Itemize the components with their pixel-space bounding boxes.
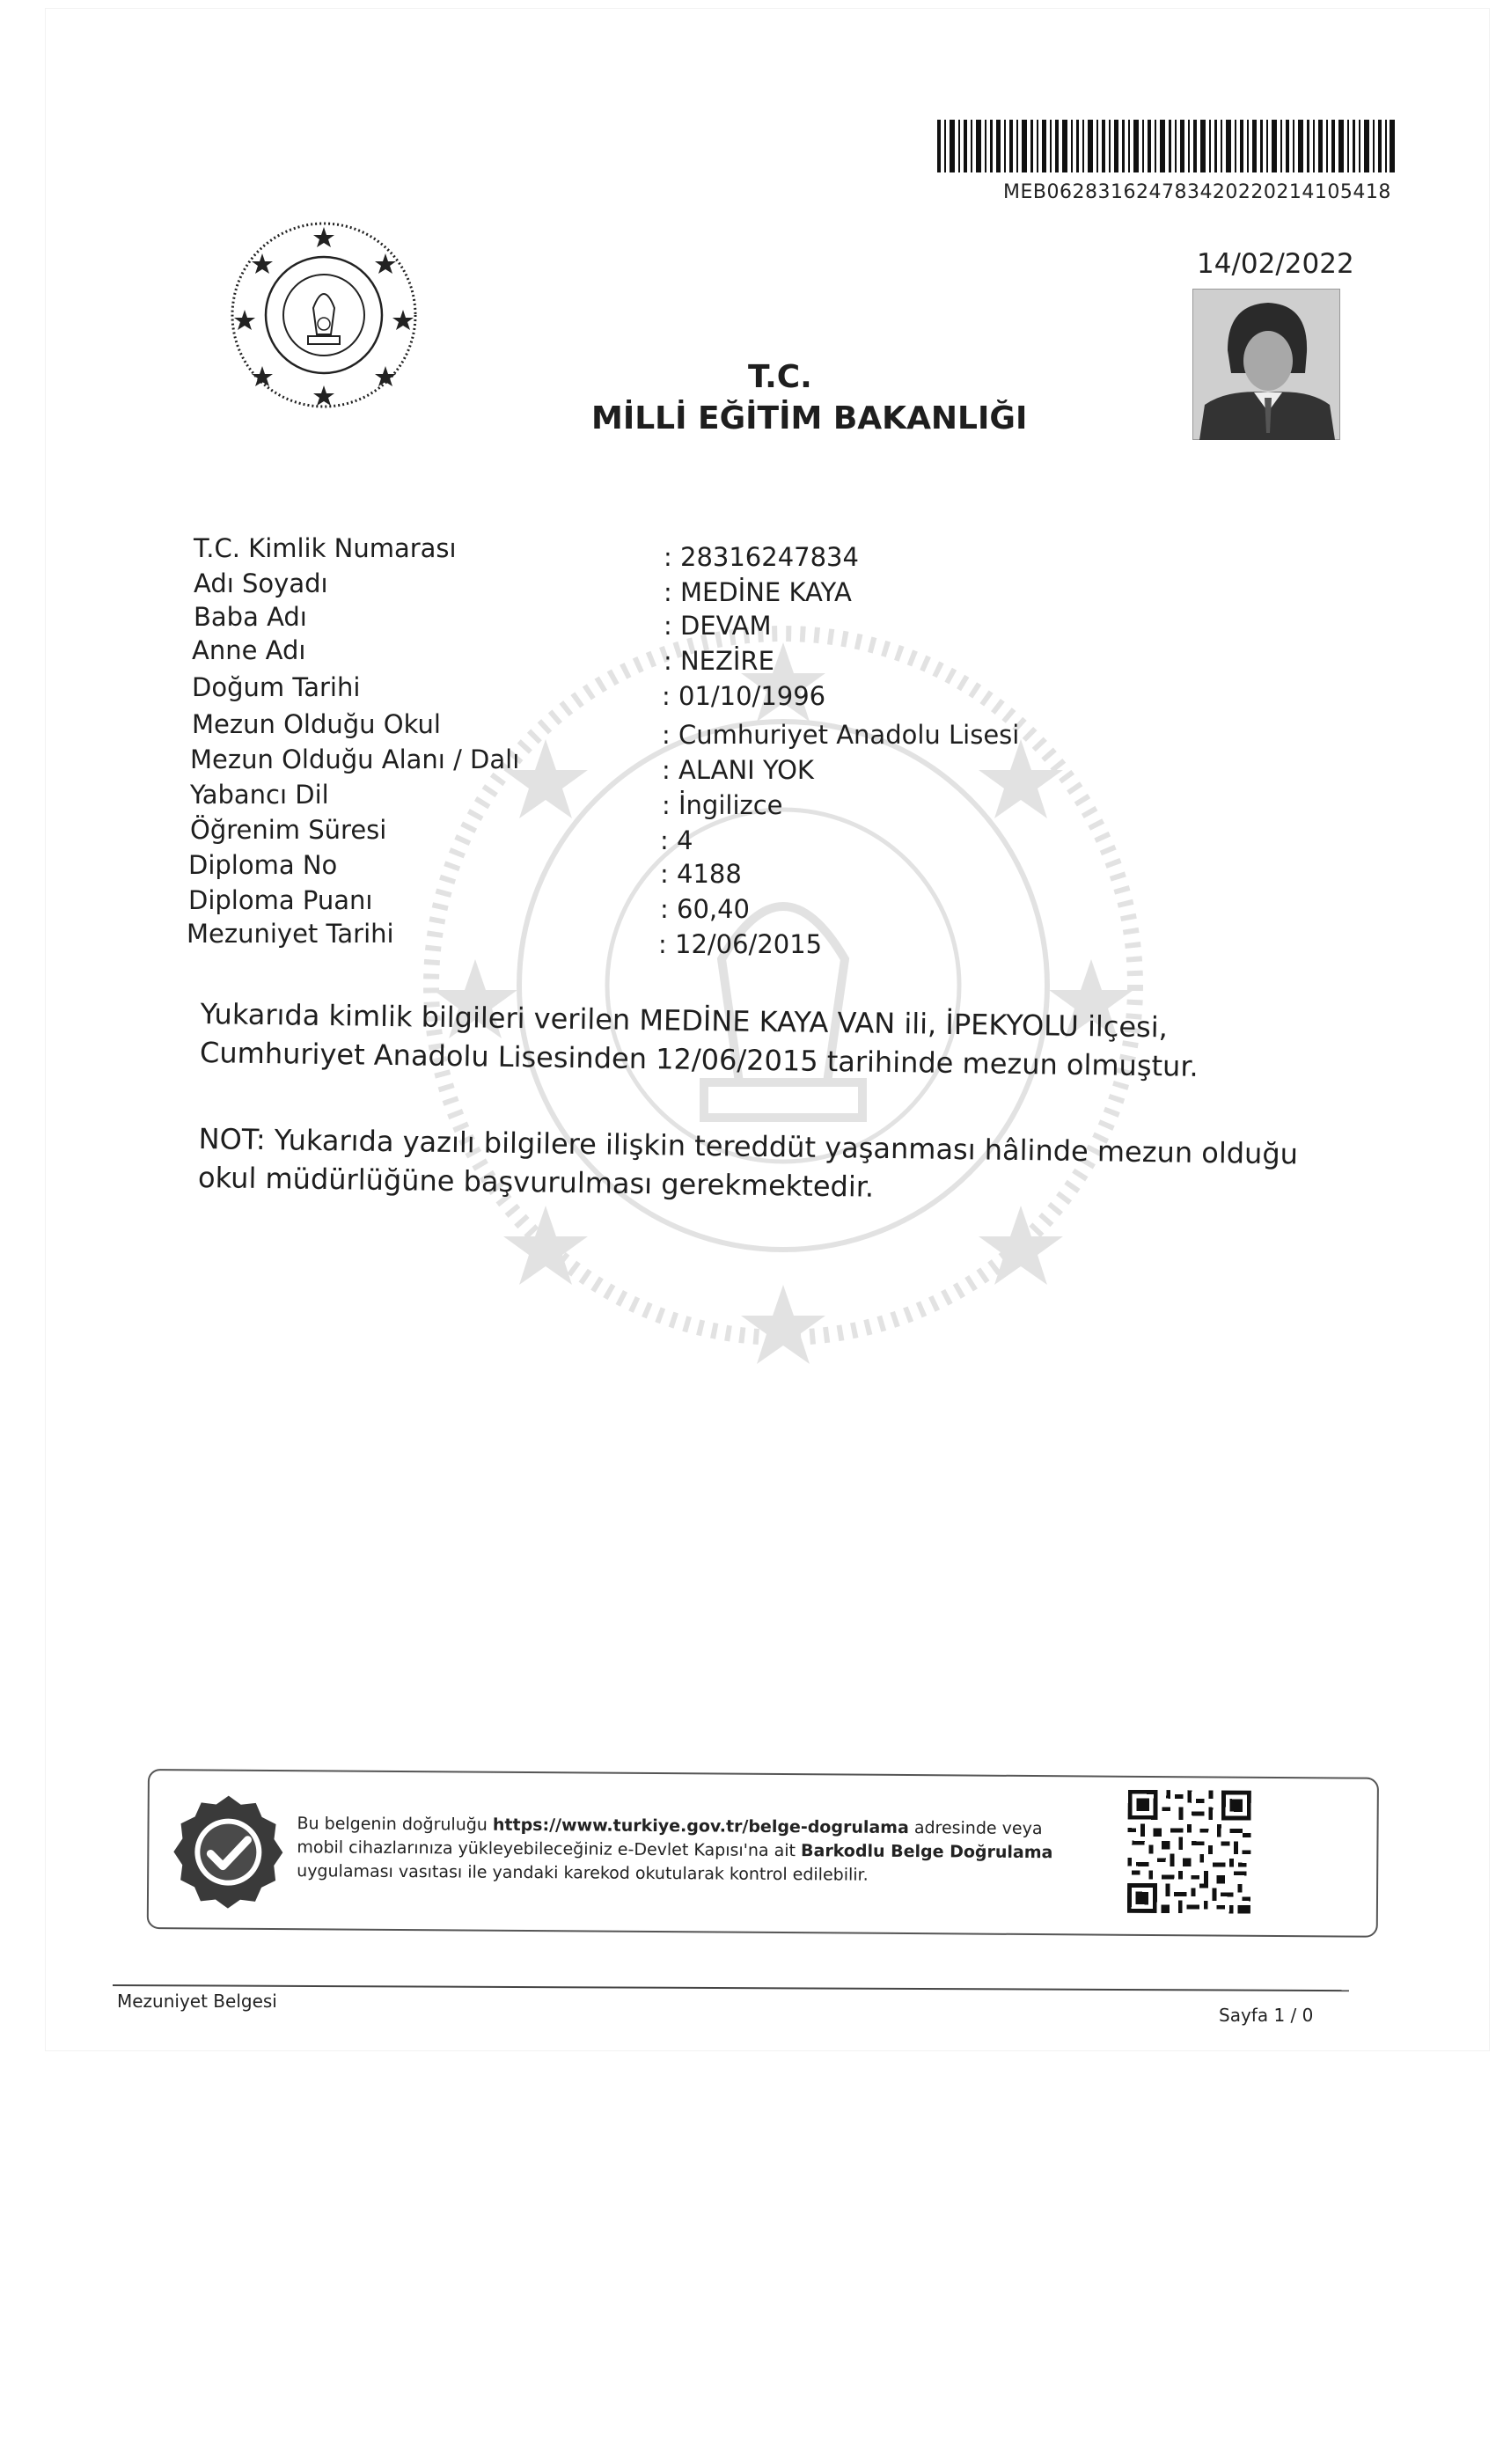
verification-app-name: Barkodlu Belge Doğrulama: [800, 1841, 1053, 1863]
value-yabanci-dil: : İngilizce: [662, 790, 783, 820]
header-tc: T.C.: [748, 359, 812, 395]
label-mezun-okul: Mezun Olduğu Okul: [192, 709, 441, 739]
verification-text: [297, 1812, 1089, 1888]
verification-text-part-1: Bu belgenin doğruluğu: [297, 1814, 494, 1835]
value-anne-adi: : NEZİRE: [664, 646, 774, 676]
footer-document-type: Mezuniyet Belgesi: [117, 1991, 277, 2012]
graduation-statement: Yukarıda kimlik bilgileri verilen MEDİNE KAYA VAN ili, İPEKYOLU ilçesi, Cumhuriyet Anadolu Lisesinden 12/06/2015 tarihinde mezun olmuştur.: [199, 996, 1199, 1083]
barcode-icon: [937, 120, 1395, 172]
label-dogum-tarihi: Doğum Tarihi: [192, 672, 361, 702]
label-adi-soyadi: Adı Soyadı: [194, 568, 328, 598]
issue-date: 14/02/2022: [1197, 248, 1354, 280]
value-baba-adi: : DEVAM: [664, 611, 772, 641]
label-mezun-alan: Mezun Olduğu Alanı / Dalı: [190, 744, 520, 774]
label-baba-adi: Baba Adı: [194, 602, 307, 632]
barcode-number: MEB062831624783420220214105418: [1003, 181, 1391, 203]
verification-note: NOT: Yukarıda yazılı bilgilere ilişkin tereddüt yaşanması hâlinde mezun olduğu okul müdürlüğüne başvurulması gerekmektedir.: [197, 1121, 1299, 1204]
value-ogrenim-suresi: : 4: [660, 825, 693, 855]
verification-text-part-3: uygulaması vasıtası ile yandaki karekod okutularak kontrol edilebilir.: [297, 1861, 869, 1885]
value-mezun-okul: : Cumhuriyet Anadolu Lisesi: [662, 720, 1020, 750]
verification-box: [147, 1769, 1379, 1938]
qr-code-icon[interactable]: [1127, 1790, 1251, 1914]
label-yabanci-dil: Yabancı Dil: [190, 780, 329, 810]
value-diploma-no: : 4188: [660, 859, 742, 889]
label-diploma-puani: Diploma Puanı: [188, 885, 373, 915]
value-tc-kimlik: : 28316247834: [664, 542, 859, 572]
label-anne-adi: Anne Adı: [192, 635, 306, 665]
value-mezun-alan: : ALANI YOK: [662, 755, 814, 785]
header-ministry-title: MİLLİ EĞİTİM BAKANLIĞI: [591, 400, 1028, 436]
label-diploma-no: Diploma No: [188, 850, 338, 880]
footer-page-number: Sayfa 1 / 0: [1219, 2005, 1314, 2026]
value-dogum-tarihi: : 01/10/1996: [662, 681, 826, 711]
verified-check-icon: [168, 1792, 289, 1912]
label-mezuniyet-tarihi: Mezuniyet Tarihi: [187, 919, 394, 949]
label-tc-kimlik: T.C. Kimlik Numarası: [194, 533, 457, 563]
label-ogrenim-suresi: Öğrenim Süresi: [190, 815, 387, 845]
ministry-seal-icon: [227, 218, 421, 412]
verification-url-link[interactable]: https://www.turkiye.gov.tr/belge-dogrulama: [492, 1815, 909, 1838]
value-adi-soyadi: : MEDİNE KAYA: [664, 577, 852, 607]
value-mezuniyet-tarihi: : 12/06/2015: [658, 929, 823, 959]
value-diploma-puani: : 60,40: [660, 894, 751, 924]
verification-text-part-2: adresinde veya mobil cihazlarınıza yükleyebileceğiniz e-Devlet Kapısı'na ait: [297, 1818, 1043, 1861]
student-photo: [1192, 289, 1340, 440]
